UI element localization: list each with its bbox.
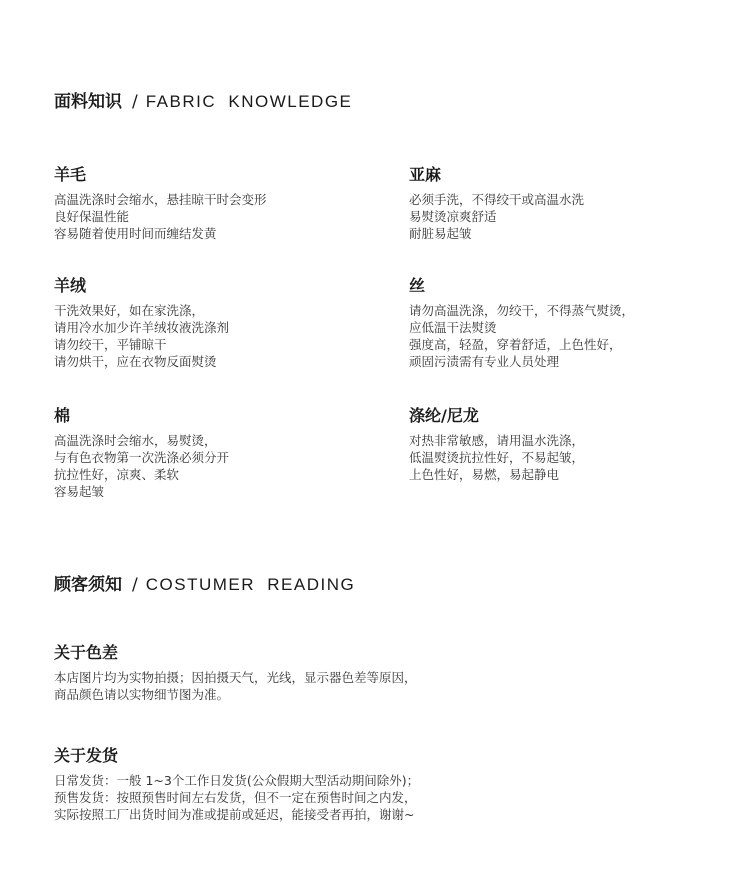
- fabric-lines-silk: [409, 302, 739, 370]
- fabric-block-cashmere: [54, 276, 384, 370]
- notice-title-color-difference: 关于色差: [54, 643, 119, 662]
- fabric-line: 强度高，轻盈，穿着舒适，上色性好，: [409, 337, 622, 352]
- fabric-line: 良好保温性能: [54, 209, 130, 224]
- fabric-line: 高温洗涤时会缩水，悬挂晾干时会变形: [54, 192, 267, 207]
- notice-lines-shipping: [54, 772, 714, 823]
- fabric-line: 必须手洗，不得绞干或高温水洗: [409, 192, 585, 207]
- notice-block-shipping: [54, 746, 714, 823]
- fabric-block-silk: [409, 276, 739, 370]
- fabric-line: 与有色衣物第一次洗涤必须分开: [54, 450, 230, 465]
- fabric-line: 上色性好，易燃，易起静电: [409, 467, 560, 482]
- notice-title-shipping: 关于发货: [54, 746, 119, 765]
- fabric-title-cotton: 棉: [54, 406, 71, 425]
- fabric-line: 抗拉性好，凉爽、柔软: [54, 467, 180, 482]
- fabric-line: 低温熨烫抗拉性好，不易起皱，: [409, 450, 585, 465]
- fabric-title-silk: 丝: [409, 276, 426, 295]
- customer-heading-en: COSTUMER READING: [145, 575, 356, 594]
- fabric-lines-linen: [409, 191, 739, 242]
- fabric-line: 干洗效果好，如在家洗涤，: [54, 303, 205, 318]
- fabric-line: 耐脏易起皱: [409, 226, 472, 241]
- notice-lines-color-difference: [54, 669, 714, 703]
- notice-line: 日常发货：一般 1~3个工作日发货(公众假期大型活动期间除外)；: [54, 773, 420, 788]
- fabric-heading-zh: 面料知识: [54, 92, 122, 112]
- fabric-line: 应低温干法熨烫: [409, 320, 497, 335]
- fabric-heading-separator: /: [132, 92, 138, 112]
- fabric-line: 高温洗涤时会缩水，易熨烫，: [54, 433, 217, 448]
- fabric-block-cotton: [54, 406, 384, 500]
- fabric-lines-cotton: [54, 432, 384, 500]
- fabric-line: 对热非常敏感，请用温水洗涤，: [409, 433, 585, 448]
- fabric-title-polyester-nylon: 涤纶/尼龙: [409, 406, 479, 425]
- notice-line: 实际按照工厂出货时间为准或提前或延迟，能接受者再拍，谢谢~: [54, 807, 415, 822]
- fabric-heading-en: FABRIC KNOWLEDGE: [145, 92, 353, 111]
- fabric-line: 请用冷水加少许羊绒妆液洗涤剂: [54, 320, 230, 335]
- fabric-title-wool: 羊毛: [54, 165, 87, 184]
- fabric-lines-wool: [54, 191, 384, 242]
- fabric-block-wool: [54, 165, 384, 242]
- fabric-line: 顽固污渍需有专业人员处理: [409, 354, 560, 369]
- fabric-line: 易熨烫凉爽舒适: [409, 209, 497, 224]
- notice-line: 预售发货：按照预售时间左右发货，但不一定在预售时间之内发，: [54, 790, 417, 805]
- customer-heading-zh: 顾客须知: [54, 575, 122, 595]
- fabric-block-polyester-nylon: [409, 406, 739, 483]
- fabric-line: 请勿高温洗涤，勿绞干，不得蒸气熨烫，: [409, 303, 635, 318]
- fabric-lines-polyester-nylon: [409, 432, 739, 483]
- fabric-line: 请勿烘干，应在衣物反面熨烫: [54, 354, 217, 369]
- notice-line: 商品颜色请以实物细节图为准。: [54, 687, 230, 702]
- fabric-block-linen: [409, 165, 739, 242]
- customer-heading-separator: /: [132, 575, 138, 595]
- fabric-line: 容易随着使用时间而缠结发黄: [54, 226, 217, 241]
- fabric-title-linen: 亚麻: [409, 165, 442, 184]
- notice-line: 本店图片均为实物拍摄；因拍摄天气，光线，显示器色差等原因，: [54, 670, 417, 685]
- customer-reading-heading: [54, 574, 355, 596]
- fabric-line: 请勿绞干，平铺晾干: [54, 337, 167, 352]
- fabric-knowledge-heading: [54, 91, 352, 113]
- notice-block-color-difference: [54, 643, 714, 703]
- fabric-lines-cashmere: [54, 302, 384, 370]
- fabric-line: 容易起皱: [54, 484, 105, 499]
- fabric-title-cashmere: 羊绒: [54, 276, 87, 295]
